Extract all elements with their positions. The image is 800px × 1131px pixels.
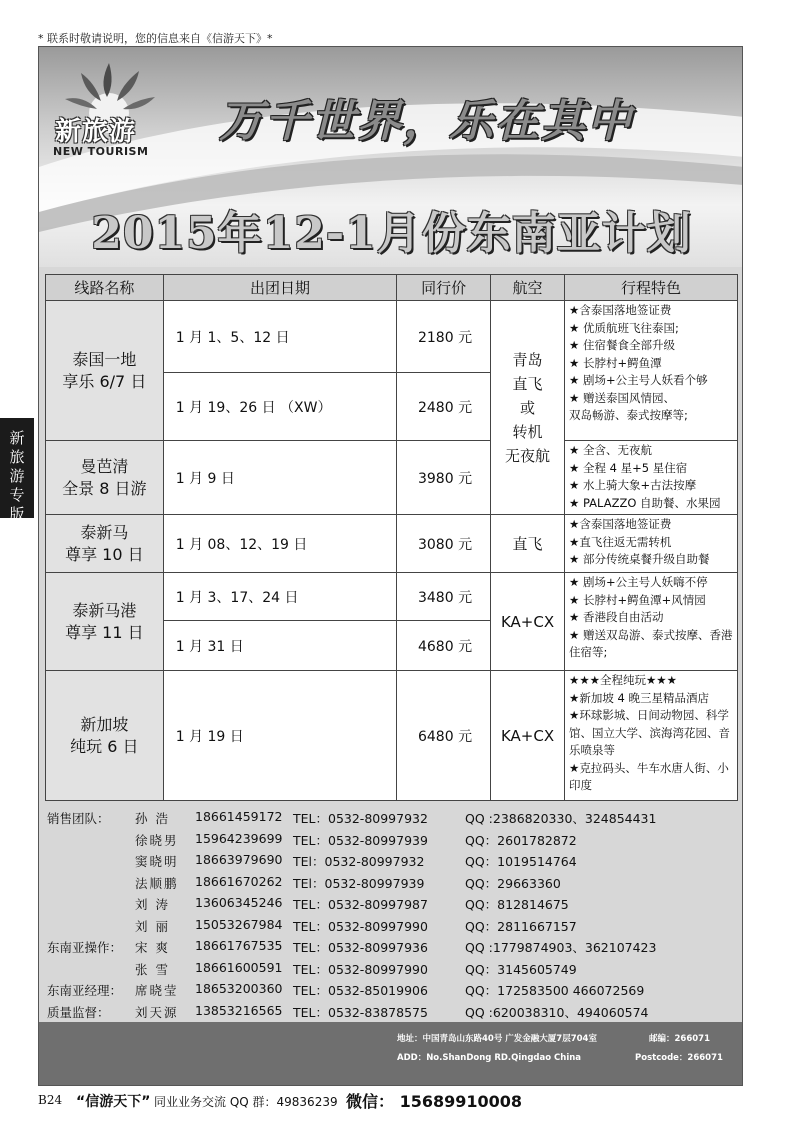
airline-cell bbox=[491, 301, 565, 515]
col-header-airline: 航空 bbox=[491, 275, 565, 301]
airline-cell: KA+CX bbox=[491, 573, 565, 671]
contact-phone: 15053267984 bbox=[195, 916, 283, 932]
table-row bbox=[46, 515, 738, 573]
contact-qq: QQ：3145605749 bbox=[465, 961, 577, 977]
feature-line: ★ 香港段自由活动 bbox=[569, 610, 664, 624]
feature-line: ★ 赠送双岛游、泰式按摩、香港住宿等; bbox=[569, 627, 733, 659]
logo-text-cn: 新旅游 bbox=[55, 117, 137, 147]
side-tab bbox=[0, 418, 34, 523]
feature-line: ★ 剧场+公主号人妖看个够 bbox=[569, 373, 708, 387]
contact-phone: 18661670262 bbox=[195, 873, 283, 889]
contact-tel: TEL：0532-80997936 bbox=[293, 940, 428, 955]
contact-name: 刘 涛 bbox=[135, 897, 170, 912]
feature-line: ★新加坡 4 晚三星精品酒店 bbox=[569, 690, 709, 705]
contact-name: 刘 丽 bbox=[135, 918, 170, 934]
page-title: 2015年12-1月份东南亚计划 bbox=[91, 208, 692, 259]
feature-line: ★环球影城、日间动物园、科学馆、国立大学、滨海湾花园、音乐喷泉等 bbox=[569, 708, 731, 757]
route-name: 泰国一地 bbox=[72, 349, 137, 369]
contact-phone: 13606345246 bbox=[195, 895, 283, 910]
date-cell: 1 月 31 日 bbox=[163, 621, 396, 671]
date-cell: 1 月 3、17、24 日 bbox=[163, 573, 396, 621]
contact-qq: QQ：29663360 bbox=[465, 875, 561, 891]
feature-line: ★ 长脖村+鳄鱼潭 bbox=[569, 355, 662, 370]
table-row bbox=[46, 441, 738, 515]
contact-tel: TEL：0532-83878575 bbox=[293, 1004, 428, 1020]
postcode-en: Postcode：266071 bbox=[635, 1053, 723, 1063]
route-name: 新加坡 bbox=[80, 714, 129, 734]
contact-row bbox=[47, 829, 737, 851]
contact-row bbox=[47, 850, 737, 872]
features-cell bbox=[565, 515, 738, 573]
contact-name: 席晓莹 bbox=[135, 983, 179, 998]
contact-name: 窦晓明 bbox=[135, 854, 179, 869]
page-footer bbox=[38, 1088, 743, 1110]
route-duration: 尊享 10 日 bbox=[65, 544, 144, 564]
contact-tel: TEL：0532-80997939 bbox=[293, 832, 428, 848]
source-note: * 联系时敬请说明，您的信息来自《信游天下》* bbox=[38, 32, 273, 45]
logo-text-en: NEW TOURISM bbox=[53, 145, 149, 158]
feature-line: ★含泰国落地签证费 bbox=[569, 303, 672, 317]
contact-phone: 18661767535 bbox=[195, 938, 283, 953]
price-cell: 3480 元 bbox=[397, 573, 491, 621]
contact-phone: 18661600591 bbox=[195, 959, 283, 975]
airline-cell: 直飞 bbox=[491, 515, 565, 573]
date-cell: 1 月 1、5、12 日 bbox=[163, 301, 396, 373]
route-cell bbox=[46, 301, 164, 441]
airline-line: 青岛 bbox=[512, 350, 543, 369]
contact-row bbox=[47, 979, 737, 1001]
contact-tel: TEl：0532-80997939 bbox=[293, 875, 425, 891]
date-cell: 1 月 19 日 bbox=[163, 671, 396, 801]
col-header-date: 出团日期 bbox=[163, 275, 396, 301]
contact-name: 张 雪 bbox=[135, 961, 170, 977]
side-tab-char: 专 bbox=[9, 486, 25, 504]
contact-tel: TEL：0532-80997990 bbox=[293, 961, 428, 977]
side-tab-char: 游 bbox=[9, 467, 25, 485]
contact-role: 质量监督： bbox=[47, 1004, 110, 1020]
side-tab-char: 新 bbox=[9, 429, 25, 447]
date-cell: 1 月 08、12、19 日 bbox=[163, 515, 396, 573]
feature-line: ★ 部分传统桌餐升级自助餐 bbox=[569, 552, 710, 566]
address-footer bbox=[39, 1022, 743, 1086]
feature-line: ★ 全含、无夜航 bbox=[569, 443, 652, 457]
sales-contact-list bbox=[47, 807, 737, 1022]
feature-line: ★ 赠送泰国风情园、 bbox=[569, 390, 675, 405]
route-name: 泰新马港 bbox=[72, 600, 137, 620]
feature-line: ★含泰国落地签证费 bbox=[569, 517, 672, 531]
features-cell bbox=[565, 301, 738, 441]
address-en: ADD：No.ShanDong RD.Qingdao China bbox=[397, 1053, 582, 1063]
table-row bbox=[46, 301, 738, 373]
feature-line: ★ 长脖村+鳄鱼潭+风情园 bbox=[569, 592, 706, 607]
contact-qq: QQ :620038310、494060574 bbox=[465, 1004, 649, 1020]
banner bbox=[39, 47, 743, 267]
contact-name: 法顺鹏 bbox=[135, 875, 179, 891]
contact-row bbox=[47, 893, 737, 915]
feature-line: ★克拉码头、牛车水唐人街、小印度 bbox=[569, 760, 729, 792]
table-row bbox=[46, 573, 738, 621]
contact-name: 徐晓男 bbox=[135, 832, 179, 848]
postcode-cn: 邮编：266071 bbox=[649, 1034, 710, 1044]
route-name: 泰新马 bbox=[80, 522, 129, 542]
airline-line: 直飞 bbox=[512, 374, 543, 393]
contact-tel: TEL：0532-80997990 bbox=[293, 918, 428, 934]
contact-row bbox=[47, 936, 737, 958]
airline-cell: KA+CX bbox=[491, 671, 565, 801]
contact-row bbox=[47, 915, 737, 937]
contact-qq: QQ :1779874903、362107423 bbox=[465, 940, 657, 955]
contact-phone: 13853216565 bbox=[195, 1002, 283, 1018]
route-duration: 全景 8 日游 bbox=[62, 478, 147, 498]
feature-line: ★ 水上骑大象+古法按摩 bbox=[569, 478, 697, 492]
page-number: B24 bbox=[38, 1093, 63, 1107]
features-cell bbox=[565, 671, 738, 801]
contact-name: 刘天源 bbox=[135, 1004, 179, 1020]
side-tab-char: 版 bbox=[9, 505, 25, 523]
contact-tel: TEL：0532-80997987 bbox=[293, 897, 428, 912]
qq-group: 同业业务交流 QQ 群：49836239 bbox=[154, 1095, 338, 1109]
col-header-features: 行程特色 bbox=[565, 275, 738, 301]
address-cn: 地址：中国青岛山东路40号 广发金融大厦7层704室 bbox=[397, 1034, 597, 1044]
contact-tel: TEL：0532-80997932 bbox=[293, 811, 428, 826]
contact-qq: QQ：2601782872 bbox=[465, 832, 577, 848]
route-cell bbox=[46, 515, 164, 573]
contact-qq: QQ：172583500 466072569 bbox=[465, 983, 645, 998]
brand-name: “信游天下” bbox=[76, 1094, 151, 1110]
contact-tel: TEL：0532-85019906 bbox=[293, 983, 428, 998]
contact-role: 东南亚经理： bbox=[47, 983, 123, 998]
contact-row bbox=[47, 807, 737, 829]
feature-line: ★ PALAZZO 自助餐、水果园 bbox=[569, 495, 721, 510]
feature-line: ★★★全程纯玩★★★ bbox=[569, 673, 677, 687]
route-duration: 尊享 11 日 bbox=[65, 622, 144, 642]
contact-phone: 15964239699 bbox=[195, 830, 283, 846]
price-cell: 2180 元 bbox=[397, 301, 491, 373]
table-header-row bbox=[46, 275, 738, 301]
airline-line: 或 bbox=[520, 398, 536, 417]
price-cell: 3980 元 bbox=[397, 441, 491, 515]
route-cell bbox=[46, 441, 164, 515]
contact-qq: QQ：1019514764 bbox=[465, 854, 577, 869]
airline-line: 转机 bbox=[512, 422, 543, 441]
contact-name: 孙 浩 bbox=[135, 811, 170, 826]
features-cell bbox=[565, 573, 738, 671]
itinerary-table bbox=[45, 274, 738, 801]
route-cell bbox=[46, 671, 164, 801]
feature-line: ★ 住宿餐食全部升级 bbox=[569, 338, 675, 352]
col-header-route: 线路名称 bbox=[46, 275, 164, 301]
wechat-contact: 微信： 15689910008 bbox=[346, 1092, 523, 1111]
price-cell: 6480 元 bbox=[397, 671, 491, 801]
route-cell bbox=[46, 573, 164, 671]
feature-line: ★ 全程 4 星+5 星住宿 bbox=[569, 460, 688, 475]
slogan: 万千世界，乐在其中 bbox=[219, 96, 633, 147]
contact-role: 销售团队： bbox=[47, 811, 110, 826]
date-cell: 1 月 19、26 日 （XW） bbox=[163, 373, 396, 441]
contact-role: 东南亚操作： bbox=[47, 940, 123, 955]
price-cell: 3080 元 bbox=[397, 515, 491, 573]
contact-phone: 18661459172 bbox=[195, 809, 283, 824]
contact-qq: QQ：812814675 bbox=[465, 897, 569, 912]
price-cell: 2480 元 bbox=[397, 373, 491, 441]
contact-tel: TEl：0532-80997932 bbox=[293, 854, 425, 869]
feature-line: ★直飞往返无需转机 bbox=[569, 534, 672, 549]
feature-line: 双岛畅游、泰式按摩等; bbox=[569, 408, 688, 422]
price-cell: 4680 元 bbox=[397, 621, 491, 671]
route-duration: 纯玩 6 日 bbox=[70, 736, 139, 756]
feature-line: ★ 剧场+公主号人妖嗨不停 bbox=[569, 575, 708, 589]
contact-qq: QQ :2386820330、324854431 bbox=[465, 811, 657, 826]
contact-qq: QQ：2811667157 bbox=[465, 918, 577, 934]
feature-line: ★ 优质航班飞往泰国; bbox=[569, 320, 679, 335]
route-duration: 享乐 6/7 日 bbox=[62, 371, 147, 391]
route-name: 曼芭清 bbox=[80, 456, 129, 476]
contact-row bbox=[47, 1001, 737, 1023]
contact-row bbox=[47, 872, 737, 894]
airline-line: 无夜航 bbox=[505, 446, 551, 465]
contact-name: 宋 爽 bbox=[135, 940, 170, 955]
side-tab-char: 旅 bbox=[9, 448, 25, 466]
col-header-price: 同行价 bbox=[397, 275, 491, 301]
flyer bbox=[38, 46, 743, 1086]
features-cell bbox=[565, 441, 738, 515]
contact-phone: 18663979690 bbox=[195, 852, 283, 867]
table-row bbox=[46, 671, 738, 801]
contact-phone: 18653200360 bbox=[195, 981, 283, 996]
date-cell: 1 月 9 日 bbox=[163, 441, 396, 515]
contact-row bbox=[47, 958, 737, 980]
